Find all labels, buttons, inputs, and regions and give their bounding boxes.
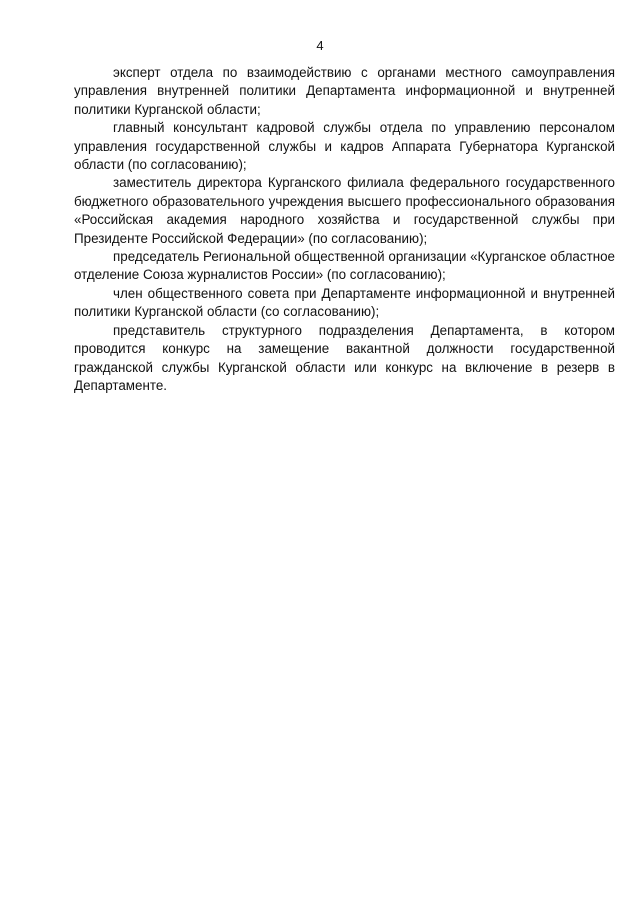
paragraph-chief-consultant: главный консультант кадровой службы отдела по управлению персоналом управления государственной службы и кадров Аппарата Губернатора Курганской области (по согласованию); <box>74 120 615 173</box>
body-text <box>74 64 615 395</box>
paragraph-council-member: член общественного совета при Департаменте информационной и внутренней политики Курганской области (со согласованию); <box>74 285 615 320</box>
page-number: 4 <box>316 38 324 53</box>
paragraph-representative: представитель структурного подразделения Департамента, в котором проводится конкурс на замещение вакантной должности государственной гражданской службы Курганской области или конкурс на включение в резерв в Департаменте. <box>74 322 615 393</box>
paragraph-chairman: председатель Региональной общественной организации «Курганское областное отделение Союза журналистов России» (по согласованию); <box>74 249 615 283</box>
paragraph-expert: эксперт отдела по взаимодействию с органами местного самоуправления управления внутренней политики Департамента информационной и внутренней политики Курганской области; <box>74 65 615 117</box>
paragraph-deputy-director: заместитель директора Курганского филиала федерального государственного бюджетного образовательного учреждения высшего профессионального образования «Российская академия народного хозяйства и государственной службы при Президенте Российской Федерации» (по согласованию); <box>74 175 615 246</box>
